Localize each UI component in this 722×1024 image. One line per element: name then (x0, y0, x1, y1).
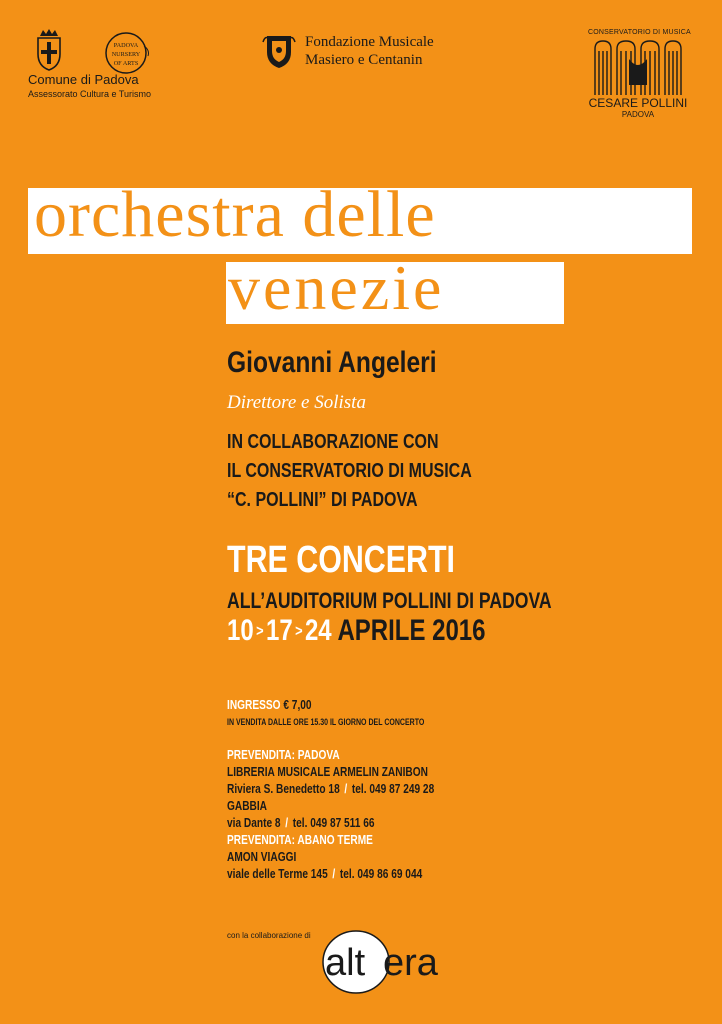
presale-list (227, 746, 594, 882)
altera-logo (321, 929, 461, 995)
fondazione-crest-icon (262, 32, 296, 70)
comune-name: Comune di Padova (28, 72, 139, 87)
date-separator: > (256, 623, 264, 641)
padova-nursery-of-arts-icon (104, 30, 150, 76)
altera-logo-part-1: alt (325, 942, 366, 984)
presale-heading-abano: PREVENDITA: ABANO TERME (227, 832, 373, 847)
footer-collab-label: con la collaborazione di (227, 931, 311, 940)
director-name: Giovanni Angeleri (227, 346, 437, 379)
shop-name: LIBRERIA MUSICALE ARMELIN ZANIBON (227, 764, 428, 779)
shop-phone: tel. 049 87 249 28 (351, 781, 435, 796)
padova-crest-icon (34, 28, 64, 72)
conservatorio-logo (588, 29, 691, 121)
fondazione-logo (262, 30, 472, 74)
shop-contact (227, 865, 594, 882)
shop-name: AMON VIAGGI (227, 849, 297, 864)
shop-name: GABBIA (227, 798, 267, 813)
concerts-heading: TRE CONCERTI (227, 539, 455, 581)
date-1: 10 (227, 614, 254, 647)
collaboration-line-2: IL CONSERVATORIO DI MUSICA (227, 460, 472, 482)
presale-heading-padova: PREVENDITA: PADOVA (227, 747, 340, 762)
fondazione-line-2: Masiero e Centanin (305, 52, 423, 68)
nursery-line-1: PADOVA (113, 42, 139, 49)
title-band-1 (28, 188, 692, 254)
nursery-line-3: OF ARTS (113, 60, 139, 67)
shop-phone: tel. 049 86 69 044 (339, 866, 423, 881)
conservatorio-name: CESARE POLLINI (588, 96, 688, 110)
date-separator: > (295, 623, 303, 641)
shop-phone: tel. 049 87 511 66 (292, 815, 375, 830)
conservatorio-city: PADOVA (621, 110, 655, 119)
shop-address: viale delle Terme 145 (227, 866, 328, 881)
ticket-note: IN VENDITA DALLE ORE 15.30 IL GIORNO DEL CONCERTO (227, 717, 425, 727)
shop-contact (227, 814, 594, 831)
organ-pipes-icon (593, 39, 683, 95)
ticket-label: INGRESSO (227, 697, 281, 712)
slash-divider: / (285, 815, 289, 830)
date-2: 17 (265, 614, 293, 647)
collaboration-line-3: “C. POLLINI” DI PADOVA (227, 489, 418, 511)
conservatorio-heading: CONSERVATORIO DI MUSICA (588, 29, 691, 36)
fondazione-line-1: Fondazione Musicale (305, 34, 434, 50)
collaboration-text (227, 428, 603, 515)
slash-divider: / (344, 781, 348, 796)
nursery-line-2: NURSERY (111, 51, 141, 58)
title-line-2: venezie (228, 262, 445, 323)
date-month: APRILE 2016 (337, 614, 486, 647)
ticket-price (227, 697, 594, 712)
altera-logo-part-2: era (383, 942, 438, 984)
director-role: Direttore e Solista (227, 392, 366, 413)
shop-address: via Dante 8 (227, 815, 281, 830)
comune-subtitle: Assessorato Cultura e Turismo (28, 89, 152, 99)
slash-divider: / (332, 866, 336, 881)
shop-address: Riviera S. Benedetto 18 (227, 781, 340, 796)
date-3: 24 (304, 614, 332, 647)
concert-dates (227, 614, 603, 648)
comune-di-padova-logo (28, 28, 163, 100)
title-band-2 (226, 262, 564, 324)
concerts-venue: ALL’AUDITORIUM POLLINI DI PADOVA (227, 588, 552, 613)
ticket-amount: € 7,00 (283, 697, 312, 712)
shop-contact (227, 780, 594, 797)
title-line-1: orchestra delle (34, 188, 436, 251)
collaboration-line-1: IN COLLABORAZIONE CON (227, 431, 439, 453)
